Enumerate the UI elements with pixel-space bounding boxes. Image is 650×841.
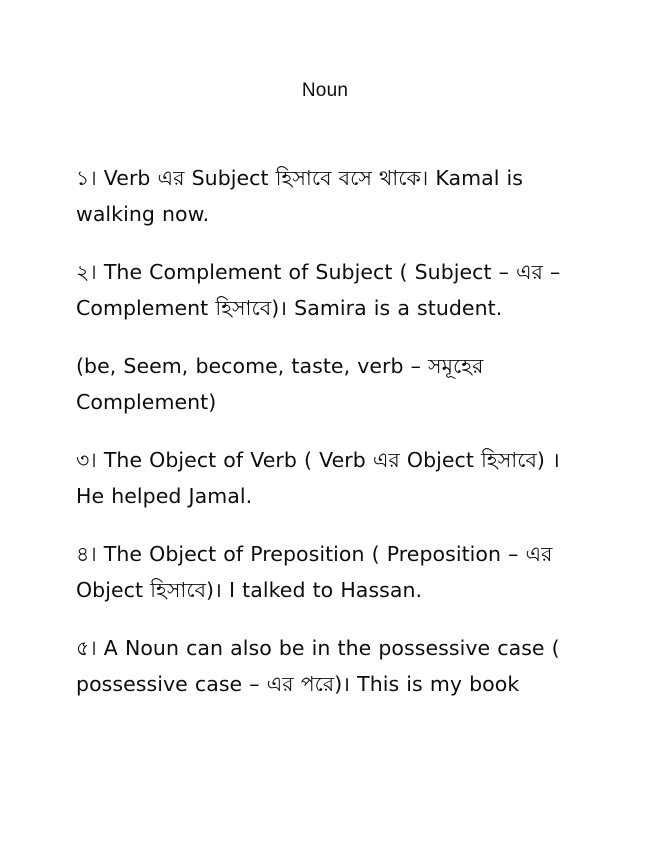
paragraph-rule-5: ৫। A Noun can also be in the possessive case ( possessive case – এর পরে)। This is my book xyxy=(76,636,560,696)
paragraph-rule-4: ৪। The Object of Preposition ( Preposition – এর Object হিসাবে)। I talked to Hassan. xyxy=(76,542,553,602)
page-title: Noun xyxy=(301,80,349,101)
paragraph-rule-3: ৩। The Object of Verb ( Verb এর Object হিসাবে) । He helped Jamal. xyxy=(76,448,560,508)
paragraph-rule-1: ১। Verb এর Subject হিসাবে বসে থাকে। Kamal is walking now. xyxy=(76,166,523,226)
paragraph-note-linking-verbs: (be, Seem, become, taste, verb – সমূহের Complement) xyxy=(76,354,484,414)
paragraph-rule-2: ২। The Complement of Subject ( Subject – এর – Complement হিসাবে)। Samira is a student. xyxy=(76,260,561,320)
document-body xyxy=(76,160,571,702)
